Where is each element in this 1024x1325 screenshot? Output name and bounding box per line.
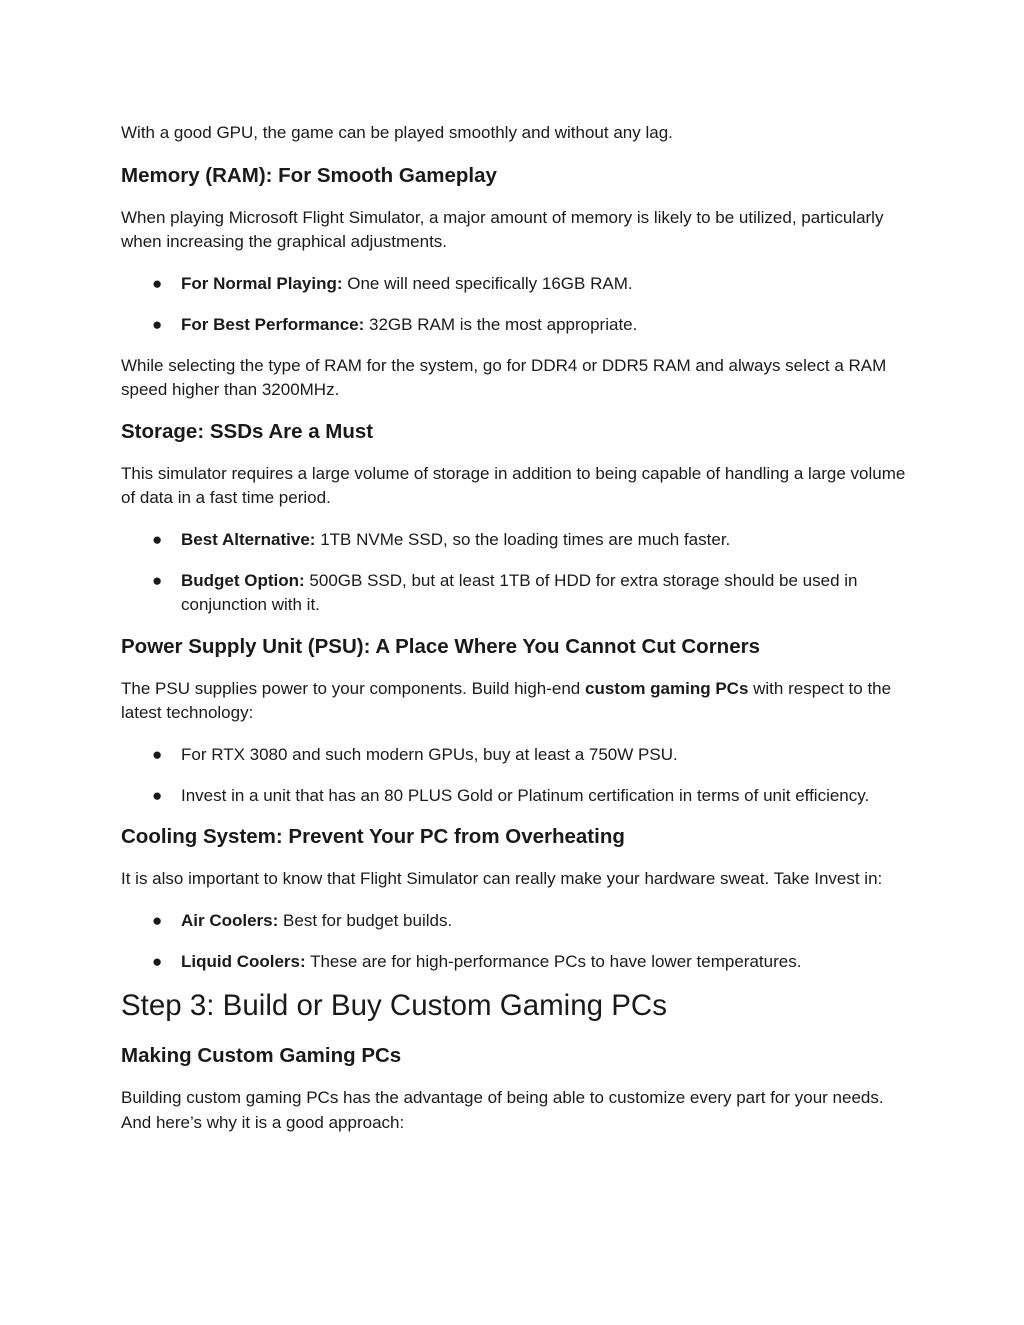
item-label: Budget Option: — [181, 570, 305, 590]
bullet-icon: ● — [152, 951, 163, 971]
ram-after-paragraph: While selecting the type of RAM for the system, go for DDR4 or DDR5 RAM and always select a RAM speed higher than 3200MHz. — [121, 355, 887, 399]
item-text: 500GB SSD, but at least 1TB of HDD for extra storage should be used in conjunction with it. — [181, 570, 858, 614]
item-label: For Normal Playing: — [181, 273, 343, 293]
bullet-icon: ● — [152, 910, 163, 930]
item-text: 32GB RAM is the most appropriate. — [364, 314, 638, 334]
ram-list — [121, 272, 906, 338]
bullet-icon: ● — [152, 570, 163, 590]
psu-paragraph — [121, 677, 906, 726]
item-text: One will need specifically 16GB RAM. — [342, 273, 633, 293]
item-text: 1TB NVMe SSD, so the loading times are much faster. — [315, 529, 731, 549]
psu-list — [121, 743, 906, 809]
bullet-icon: ● — [152, 744, 163, 764]
psu-text-pre: The PSU supplies power to your components. Build high-end — [121, 678, 585, 698]
psu-text-bold: custom gaming PCs — [584, 678, 749, 698]
step3-heading: Step 3: Build or Buy Custom Gaming PCs — [121, 989, 667, 1022]
intro-paragraph: With a good GPU, the game can be played smoothly and without any lag. — [121, 123, 673, 142]
cooling-paragraph: It is also important to know that Flight Simulator can really make your hardware sweat. Take Invest in: — [121, 869, 883, 888]
item-text: Best for budget builds. — [278, 910, 453, 930]
psu-text-post: with respect to the latest technology: — [121, 678, 892, 722]
list-item — [121, 743, 906, 768]
list-item — [121, 569, 906, 618]
item-label: For Best Performance: — [181, 314, 365, 334]
bullet-icon: ● — [152, 314, 163, 334]
list-item — [121, 784, 906, 809]
ram-paragraph: When playing Microsoft Flight Simulator, a major amount of memory is likely to be utilized, particularly when increasing the graphical adjustments. — [121, 207, 884, 251]
cooling-list — [121, 909, 906, 975]
bullet-icon: ● — [152, 529, 163, 549]
document-page — [121, 118, 906, 1135]
list-item — [121, 528, 906, 553]
cooling-heading: Cooling System: Prevent Your PC from Overheating — [121, 825, 625, 848]
bullet-icon: ● — [152, 273, 163, 293]
item-text: These are for high-performance PCs to have lower temperatures. — [305, 951, 802, 971]
storage-heading: Storage: SSDs Are a Must — [121, 419, 374, 443]
psu-heading: Power Supply Unit (PSU): A Place Where You Cannot Cut Corners — [121, 634, 760, 658]
item-label: Best Alternative: — [181, 529, 316, 549]
bullet-icon: ● — [152, 785, 163, 805]
list-item — [121, 313, 906, 338]
item-text: For RTX 3080 and such modern GPUs, buy at least a 750W PSU. — [181, 744, 678, 764]
item-label: Air Coolers: — [181, 910, 279, 930]
storage-list — [121, 528, 906, 618]
ram-heading: Memory (RAM): For Smooth Gameplay — [121, 163, 497, 187]
item-label: Liquid Coolers: — [181, 951, 306, 971]
item-text: Invest in a unit that has an 80 PLUS Gold or Platinum certification in terms of unit efficiency. — [181, 785, 870, 805]
step3-paragraph: Building custom gaming PCs has the advantage of being able to customize every part for your needs. And here’s why it is a good approach: — [121, 1088, 884, 1132]
list-item — [121, 272, 906, 297]
list-item — [121, 909, 906, 934]
list-item — [121, 950, 906, 975]
storage-paragraph: This simulator requires a large volume of storage in addition to being capable of handling a large volume of data in a fast time period. — [121, 463, 906, 507]
step3-subheading: Making Custom Gaming PCs — [121, 1044, 402, 1067]
